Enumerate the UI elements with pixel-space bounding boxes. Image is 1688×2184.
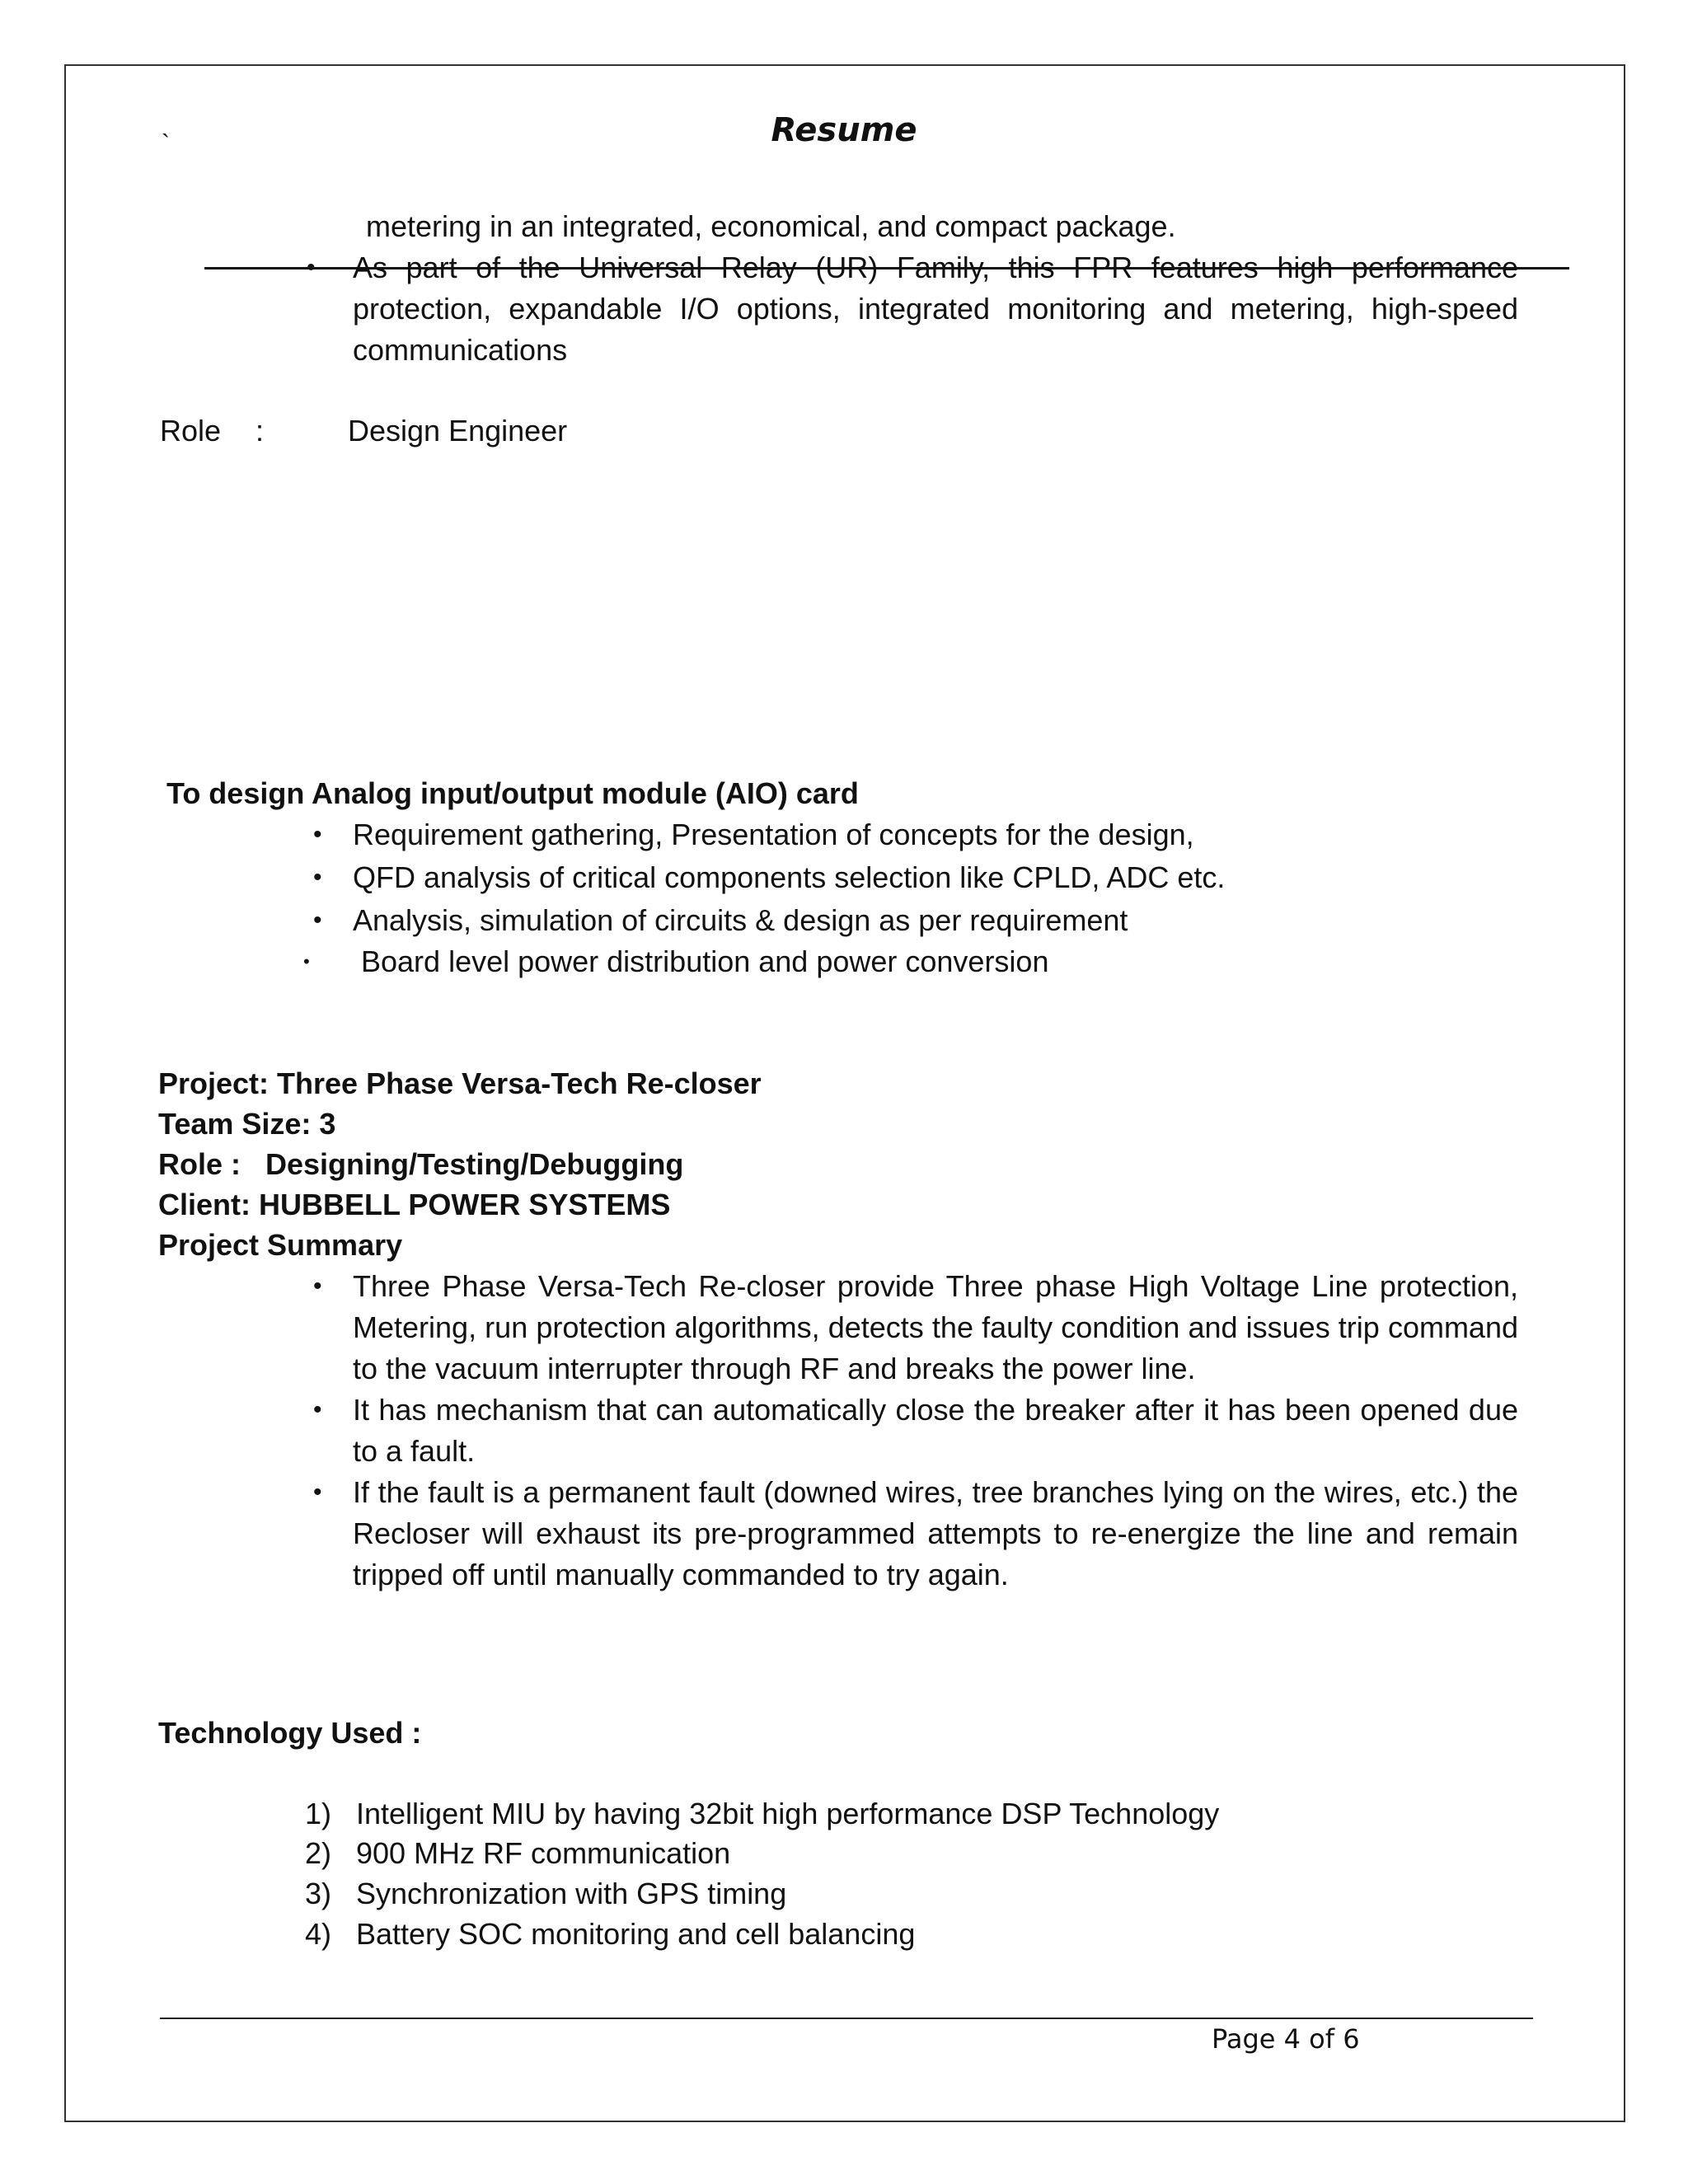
intro-bullet-line: As part of the Universal Relay (UR) Family, this FPR features high performance: [353, 251, 1518, 284]
summary-item: If the fault is a permanent fault (downed wires, tree branches lying on the wires, etc.) the Recloser will exhaust its pre-programmed attempts to re-energize the line and remain tripped off until manually commanded to try again.: [353, 1475, 1518, 1591]
aio-item: Requirement gathering, Presentation of concepts for the design,: [353, 818, 1194, 851]
project-role: Role : Designing/Testing/Debugging: [158, 1147, 684, 1181]
summary-heading: Project Summary: [158, 1228, 403, 1262]
technology-item: 900 MHz RF communication: [356, 1836, 731, 1870]
aio-item: QFD analysis of critical components selection like CPLD, ADC etc.: [353, 860, 1226, 894]
role-colon: :: [256, 414, 265, 448]
bullet-icon: •: [313, 864, 322, 891]
bullet-icon: •: [313, 907, 322, 934]
list-number: 2): [305, 1836, 332, 1870]
list-number: 1): [305, 1797, 332, 1830]
bullet-icon: •: [313, 1396, 322, 1423]
summary-item: Three Phase Versa-Tech Re-closer provide Three phase High Voltage Line protection, Metering, run protection algorithms, detects the faulty condition and issues trip command to the vacuum interrupter through RF and breaks the power line.: [353, 1269, 1518, 1385]
header-mark: `: [162, 130, 170, 157]
technology-item: Intelligent MIU by having 32bit high performance DSP Technology: [356, 1797, 1220, 1830]
intro-bullet-line: communications: [353, 333, 568, 367]
technology-heading: Technology Used :: [158, 1716, 422, 1750]
summary-item: It has mechanism that can automatically close the breaker after it has been opened due to a fault.: [353, 1393, 1518, 1468]
aio-heading: To design Analog input/output module (AIO) card: [166, 776, 859, 810]
client-name: Client: HUBBELL POWER SYSTEMS: [158, 1188, 671, 1221]
list-number: 3): [305, 1877, 332, 1910]
bullet-icon: •: [313, 1479, 322, 1506]
aio-item: Board level power distribution and power conversion: [361, 944, 1049, 978]
bullet-icon: •: [307, 254, 316, 281]
team-size: Team Size: 3: [158, 1107, 336, 1141]
intro-continuation: metering in an integrated, economical, and compact package.: [366, 209, 1176, 243]
aio-item: Analysis, simulation of circuits & design as per requirement: [353, 903, 1128, 937]
list-number: 4): [305, 1917, 332, 1951]
project-name: Project: Three Phase Versa-Tech Re-closer: [158, 1066, 762, 1100]
page-number: Page 4 of 6: [1212, 2023, 1360, 2055]
technology-item: Battery SOC monitoring and cell balancing: [356, 1917, 916, 1951]
role-value: Design Engineer: [348, 414, 568, 448]
page-header-title: Resume: [771, 111, 917, 149]
technology-item: Synchronization with GPS timing: [356, 1877, 787, 1910]
role-label: Role: [160, 414, 222, 448]
bullet-icon: •: [313, 821, 322, 848]
bullet-icon: •: [303, 951, 310, 972]
bullet-icon: •: [313, 1272, 322, 1300]
intro-bullet-line: protection, expandable I/O options, integrated monitoring and metering, high-speed: [353, 292, 1518, 326]
